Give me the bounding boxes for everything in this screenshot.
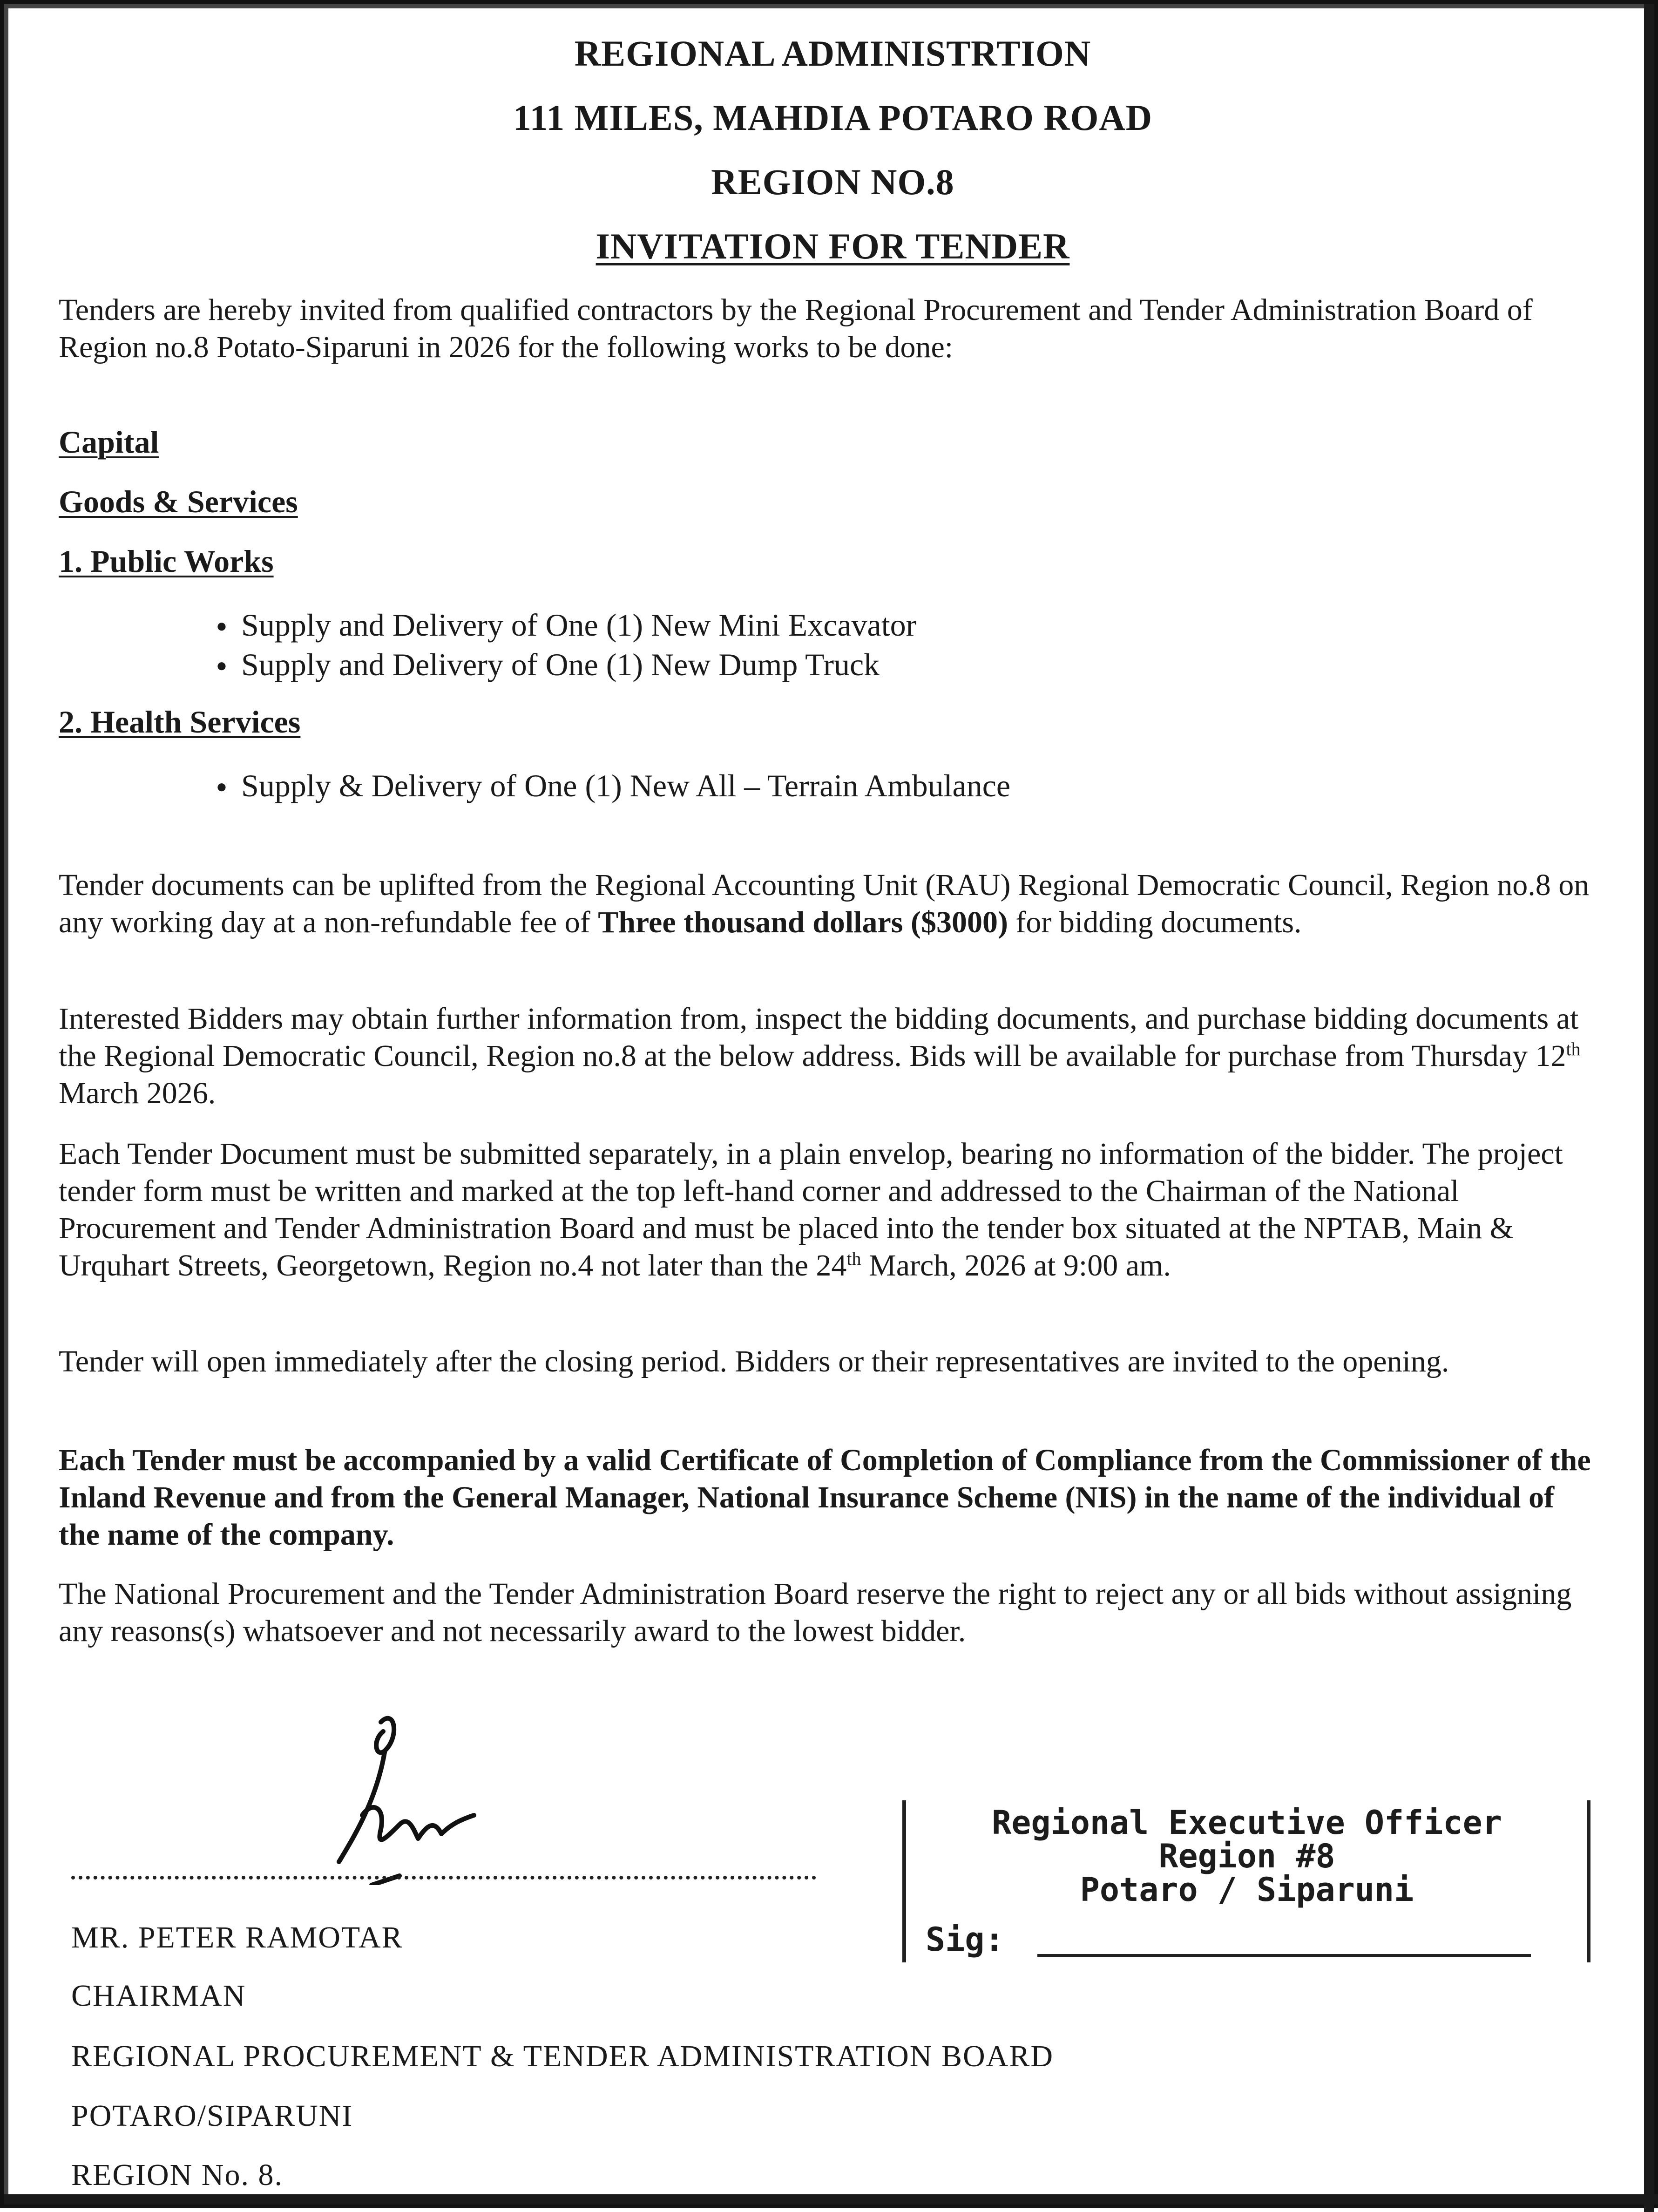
page-frame-edge: [1644, 4, 1654, 2212]
rights-paragraph: The National Procurement and the Tender Administration Board reserve the right to reject any or all bids without assigning any reasons(s) whatsoever and not necessarily award to the lowest bidder.: [59, 1577, 1572, 1648]
stamp-border-right: [1587, 1800, 1590, 1962]
submission-text: Each Tender Document must be submitted separately, in a plain envelop, bearing no information of the bidder. The project tender form must be written and marked at the top left-hand corner and addressed to the Chairman of the National Procurement and Tender Administration Board and must be placed into the tender box situated at the NPTAB, Main & Urquhart Streets, Georgetown, Region no.4 not later than the 24: [59, 1137, 1563, 1282]
document-title-text: INVITATION FOR TENDER: [596, 226, 1070, 266]
official-stamp: [902, 1800, 1590, 1962]
handwritten-signature: [306, 1708, 539, 1885]
header-line-address: 111 MILES, MAHDIA POTARO ROAD: [513, 97, 1153, 138]
list-item-text: Supply & Delivery of One (1) New All – Terrain Ambulance: [241, 768, 1011, 803]
signature-line: [71, 1876, 816, 1880]
bidders-paragraph: [59, 1000, 1600, 1112]
section-heading-public-works: 1. Public Works: [59, 543, 274, 579]
section-heading-capital: Capital: [59, 424, 159, 460]
documents-text: Tender documents can be uplifted from the Regional Accounting Unit (RAU) Regional Democratic Council, Region no.8 on any working day at a non-refundable fee of: [59, 868, 1590, 939]
stamp-line-officer: Regional Executive Officer: [992, 1804, 1502, 1842]
section-heading-goods-services: Goods & Services: [59, 484, 298, 519]
submission-paragraph: [59, 1135, 1600, 1284]
bullet-icon: [216, 646, 227, 683]
compliance-paragraph: Each Tender must be accompanied by a valid Certificate of Completion of Compliance from the Commissioner of the Inland Revenue and from the General Manager, National Insurance Scheme (NIS) in the name of the individual of the name of the company.: [59, 1443, 1591, 1552]
bidders-date-suffix: th: [1566, 1038, 1581, 1059]
list-item-text: Supply and Delivery of One (1) New Dump Truck: [241, 647, 880, 682]
stamp-line-region: Region #8: [1158, 1837, 1335, 1875]
bullet-icon: [216, 767, 227, 804]
bullet-icon: [216, 607, 227, 644]
stamp-sig-line: [1037, 1954, 1531, 1957]
signatory-name: MR. PETER RAMOTAR: [71, 1920, 403, 1954]
list-item: [241, 607, 916, 644]
stamp-border-left: [902, 1800, 906, 1962]
documents-fee: Three thousand dollars ($3000): [598, 905, 1008, 939]
opening-paragraph: Tender will open immediately after the closing period. Bidders or their representatives are invited to the opening.: [59, 1344, 1449, 1378]
list-item: [241, 767, 1010, 804]
list-item: [241, 646, 880, 683]
header-line-region: REGION NO.8: [711, 162, 954, 202]
header-line-administration: REGIONAL ADMINISTRTION: [574, 33, 1091, 74]
intro-paragraph: Tenders are hereby invited from qualified contractors by the Regional Procurement and Tender Administration Board of Region no.8 Potato-Siparuni in 2026 for the following works to be done:: [59, 293, 1533, 364]
bidders-text-end: March 2026.: [59, 1076, 216, 1110]
submission-text-end: March, 2026 at 9:00 am.: [861, 1248, 1171, 1282]
stamp-line-area: Potaro / Siparuni: [1080, 1871, 1414, 1909]
bidders-text: Interested Bidders may obtain further information from, inspect the bidding documents, and purchase bidding documents at the Regional Democratic Council, Region no.8 at the below address. Bids will be available for purchase from Thursday 12: [59, 1002, 1579, 1073]
signatory-area: POTARO/SIPARUNI: [71, 2099, 353, 2133]
signatory-board: REGIONAL PROCUREMENT & TENDER ADMINISTRATION BOARD: [71, 2039, 1054, 2073]
signatory-title: CHAIRMAN: [71, 1979, 246, 2013]
submission-date-suffix: th: [846, 1248, 861, 1269]
section-heading-health-services: 2. Health Services: [59, 704, 301, 740]
document-title: [4, 225, 1658, 267]
list-item-text: Supply and Delivery of One (1) New Mini Excavator: [241, 607, 917, 643]
signatory-region: REGION No. 8.: [71, 2158, 283, 2192]
documents-paragraph: [59, 867, 1600, 941]
stamp-sig-label: Sig:: [926, 1920, 1004, 1959]
page-frame-edge-bottom: [4, 2194, 1658, 2205]
documents-text-end: for bidding documents.: [1008, 905, 1302, 939]
